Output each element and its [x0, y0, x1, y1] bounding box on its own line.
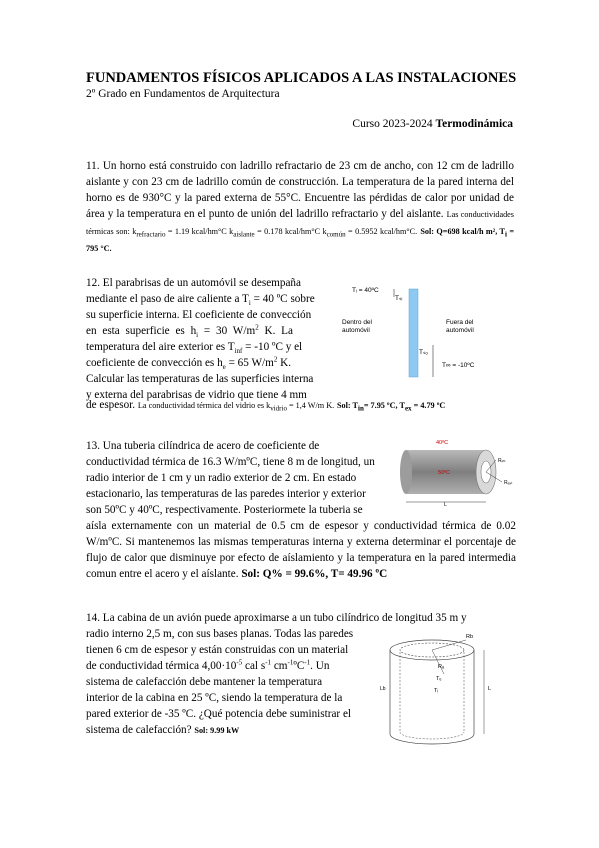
problem-14-line: interior de la cabina en 25 ºC, siendo la temperatura de la — [86, 692, 343, 704]
problem-14-line: de conductividad térmica $4,00\cdot 10^{-5}$ cal $s^{-1}$ $cm^{-1}ºC^{-1}$. Un — [86, 658, 330, 672]
problem-14-line: sistema de calefacción debe mantener la temperatura — [86, 676, 323, 688]
problem-13-line: son 50ºC y 40ºC, respectivamente. Posteriormete la tuberia se — [86, 504, 363, 516]
problem-14-line: tienen 6 cm de espesor y están construidas con un material — [86, 644, 349, 656]
problem-11-text: 11. Un horno está construido con ladrillo refractario de 23 cm de ancho, con 12 cm de ladrillo aislante y con 23 cm de ladrillo común de construcción. La temperatura de la pared interna del horno es de 930°C y la pared externa de 55°C. Encuentre las pérdidas de calor por unidad de área y la temperatura en el punto de unión del ladrillo refractario y del aislante. — [86, 160, 514, 220]
problem-12-line: 12. El parabrisas de un automóvil se desempaña — [86, 277, 301, 289]
problem-12-line: en esta superficie es $h_i = 30$ $W/m^2$ K. La — [86, 323, 293, 340]
pipe-diagram — [398, 440, 518, 512]
glass-pane — [409, 289, 418, 377]
fig-te: Tₑ — [436, 676, 442, 682]
windshield-diagram — [338, 285, 518, 385]
pipe-figure — [398, 440, 518, 512]
problem-11-conductivities: Las conductividades térmicas son: $k_{refractario} = 1.19$ kcal/hm°C $k_{aislante} = 0.178$ kcal/hm°C $k_{común} = 0.5952$ kcal/hm°C. — [86, 210, 514, 239]
problem-14 — [86, 626, 372, 739]
problem-12-line: su superficie interna. El coeficiente de convección — [86, 309, 312, 321]
fig-length: L — [444, 502, 447, 508]
problem-12-line: coeficiente de convección es $h_e = 65$ $W/m^2$ K. — [86, 355, 292, 372]
fig-rb: Rb — [466, 634, 474, 640]
problem-14-line: pared exterior de -35 ºC. ¿Qué potencia debe suministrar el — [86, 708, 352, 720]
problem-11-solution: Sol: Q=698 kcal/h m², $T_i = 795$ °C. — [86, 227, 515, 253]
fig-t-in: 50ºC — [438, 470, 451, 476]
document-title: FUNDAMENTOS FÍSICOS APLICADOS A LAS INSTALACIONES — [86, 70, 517, 86]
problem-13-line: estacionario, las temperaturas de las paredes interior y exterior — [86, 488, 366, 500]
problem-14-solution: Sol: 9.99 kW — [194, 726, 240, 735]
problem-13-rest: aísla externamente con un material de 0.5 cm de espesor y conductividad térmica de 0.02 W/mºC. Si mantenemos las mismas temperaturas interna y externa determinar el porcentaje de flujo de calor que disminuye por efecto de aíslamiento y la temperatura en la pared intermedia comun entre el acero y el aíslante. Sol: Q% = 99.6%, T= 49.96 ºC — [86, 520, 516, 580]
problem-13-line: conductividad térmica de 16.3 W/mºC, tiene 8 m de longitud, un — [86, 456, 375, 468]
problem-13-solution: Sol: Q% = 99.6%, T= 49.96 ºC — [241, 568, 388, 580]
problem-14-line: sistema de calefacción? Sol: 9.99 kW — [86, 724, 240, 736]
problem-13-line: 13. Una tuberia cilíndrica de acero de coeficiente de — [86, 440, 320, 452]
fig-r-int: Rᵢₙₜ — [498, 458, 506, 464]
windshield-figure — [338, 285, 518, 385]
problem-12-last-line: de espesor. La conductividad térmica del vidrio es $k_{vidrio} = 1,4$ W/m K. Sol: $T_{in}= 7.95$ ºC, $T_{ex} = 4.79$ ºC — [86, 399, 446, 413]
problem-14-line1: 14. La cabina de un avión puede aproximarse a un tubo cilíndrico de longitud 35 m y — [86, 612, 467, 624]
cabin-diagram — [380, 634, 500, 752]
course-line — [352, 118, 513, 130]
problem-12-line: temperatura del aire exterior es $T_{inf} = -10$ ºC y el — [86, 341, 303, 356]
fig-tinf-label: T∞ = -10ºC — [442, 362, 475, 369]
problem-12-line: y externa del parabrisas de vidrio que tiene 4 mm — [86, 389, 307, 401]
fig-outside-label: Fuera del automóvil — [446, 319, 474, 334]
problem-12-conductivity: La conductividad térmica del vidrio es $k_{vidrio} = 1,4$ W/m K. — [137, 401, 335, 413]
problem-12 — [86, 275, 330, 403]
course-year: Curso 2023-2024 — [352, 118, 433, 130]
course-topic: Termodinámica — [435, 118, 513, 130]
fig-ti: Tᵢ — [434, 688, 439, 694]
fig-t-out: 40ºC — [436, 440, 449, 446]
problem-12-solution: Sol: $T_{in}= 7.95$ ºC, $T_{ex} = 4.79$ ºC — [336, 401, 446, 413]
fig-inside-label: Dentro del automóvil — [342, 319, 372, 334]
problem-13-line: radio interior de 1 cm y un radio exterior de 2 cm. En estado — [86, 472, 357, 484]
problem-12-line: Calcular las temperaturas de las superficies interna — [86, 373, 314, 385]
fig-r-ext: Rₑₓₜ — [504, 480, 513, 486]
fig-l: L — [488, 686, 492, 692]
fig-lb: Lb — [380, 686, 386, 692]
fig-tsi-label: Tₛᵢ — [395, 295, 403, 302]
cabin-figure — [380, 634, 500, 752]
problem-14-line: radio interno 2,5 m, con sus bases planas. Todas las paredes — [86, 628, 354, 640]
fig-ra: Rₐ — [438, 664, 445, 670]
fig-tso-label: Tₛₒ — [419, 349, 428, 356]
problem-13 — [86, 438, 398, 518]
problem-12-line: mediante el paso de aire caliente a $T_i = 40$ ºC sobre — [86, 293, 315, 308]
fig-ti-label: Tᵢ = 40ºC — [352, 287, 379, 294]
document-subtitle: 2º Grado en Fundamentos de Arquitectura — [86, 88, 280, 100]
problem-11 — [86, 158, 514, 257]
